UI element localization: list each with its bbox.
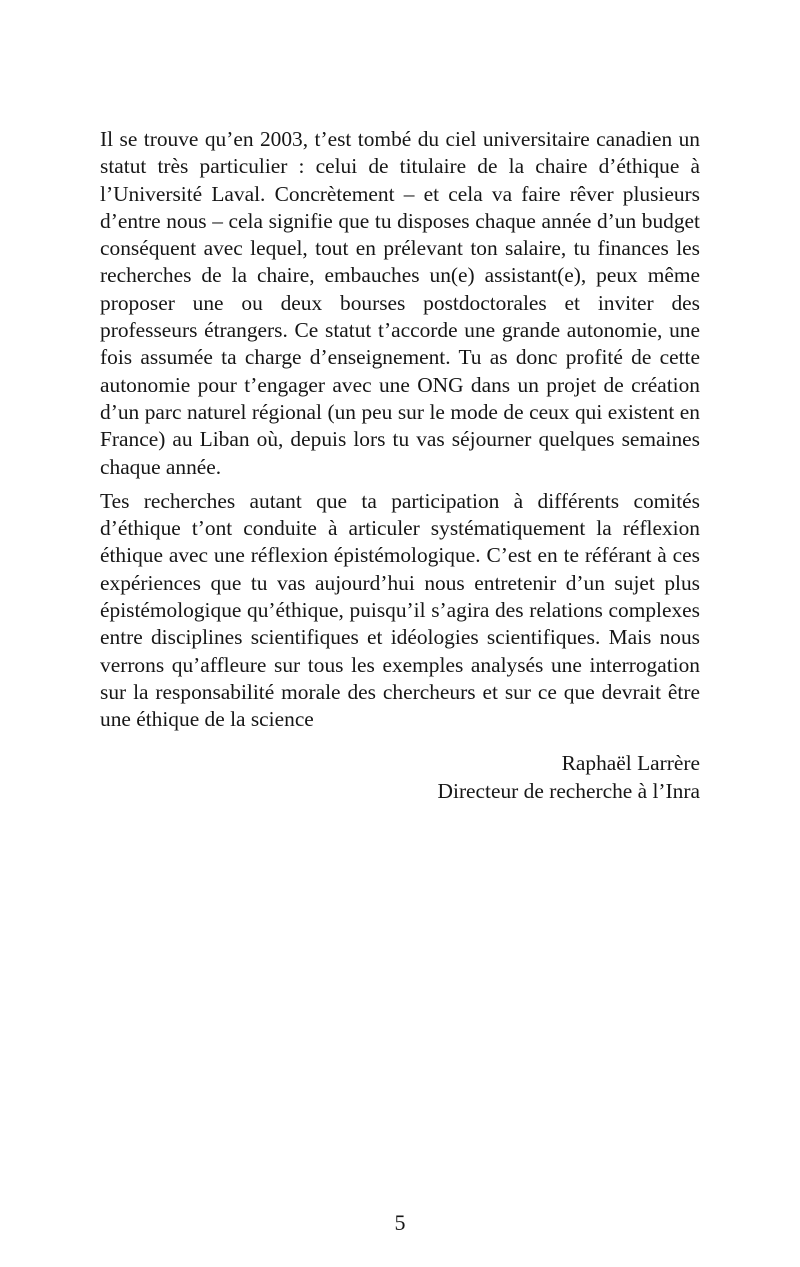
page-number: 5 [394, 1210, 406, 1235]
signature-block [100, 749, 700, 805]
page-body [100, 126, 700, 805]
paragraph-2: Tes recherches autant que ta participation à différents comités d’éthique t’ont conduite à articuler systématiquement la réflexion éthique avec une réflexion épistémologique. C’est en te référant à ces expériences que tu vas aujourd’hui nous entretenir d’un sujet plus épistémologique qu’éthique, puisqu’il s’agira des relations complexes entre disciplines scientifiques et idéologies scientifiques. Mais nous verrons qu’affleure sur tous les exemples analysés une interrogation sur la responsabilité morale des chercheurs et sur ce que devrait être une éthique de la science [100, 488, 700, 732]
paragraph-1: Il se trouve qu’en 2003, t’est tombé du ciel universitaire canadien un statut très particulier : celui de titulaire de la chaire d’éthique à l’Université Laval. Concrètement – et cela va faire rêver plusieurs d’entre nous – cela signifie que tu disposes chaque année d’un budget conséquent avec lequel, tout en prélevant ton salaire, tu finances les recherches de la chaire, embauches un(e) assistant(e), peux même proposer une ou deux bourses postdoctorales et inviter des professeurs étrangers. Ce statut t’accorde une grande autonomie, une fois assumée ta charge d’enseignement. Tu as donc profité de cette autonomie pour t’engager avec une ONG dans un projet de création d’un parc naturel régional (un peu sur le mode de ceux qui existent en France) au Liban où, depuis lors tu vas séjourner quelques semaines chaque année. [100, 127, 700, 479]
signature-name: Raphaël Larrère [561, 750, 700, 775]
signature-title: Directeur de recherche à l’Inra [437, 778, 700, 803]
